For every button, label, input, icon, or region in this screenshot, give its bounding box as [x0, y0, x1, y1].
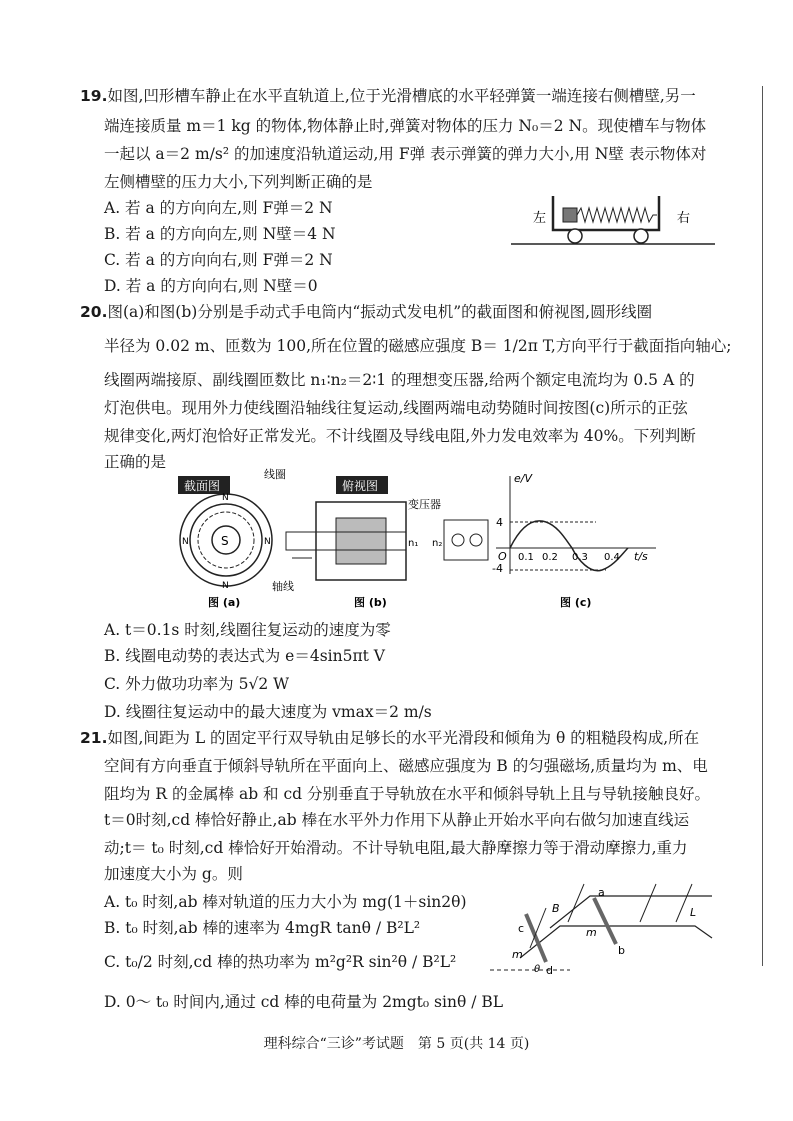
y-neg-label: -4: [492, 562, 503, 575]
q19-cart-figure: [505, 188, 720, 252]
tick-0-1: 0.1: [518, 552, 534, 563]
n-bottom: N: [222, 581, 229, 591]
q21-option-a: A. t₀ 时刻,ab 棒对轨道的压力大小为 mg(1＋sin2θ): [104, 893, 467, 911]
q21-line-1: 21.如图,间距为 L 的固定平行双导轨由足够长的水平光滑段和倾角为 θ 的粗糙段构成,所在: [80, 729, 700, 747]
label-m-cd: m: [512, 948, 523, 961]
label-c: c: [518, 922, 525, 935]
label-a: a: [598, 886, 605, 899]
n-left: N: [182, 537, 189, 547]
q19-option-b: B. 若 a 的方向向左,则 N壁＝4 N: [104, 225, 336, 243]
q21-line-4: t＝0时刻,cd 棒恰好静止,ab 棒在水平外力作用下从静止开始水平向右做匀加速直线运: [104, 811, 690, 829]
label-d: d: [546, 964, 553, 977]
q21-option-b: B. t₀ 时刻,ab 棒的速率为 4mgR tanθ / B²L²: [104, 919, 421, 937]
q21-line-5: 动;t＝ t₀ 时刻,cd 棒恰好开始滑动。不计导轨电阻,最大静摩擦力等于滑动摩擦力,重力: [104, 839, 688, 857]
emf-curve: [510, 521, 628, 571]
wheel-right: [634, 229, 648, 243]
q21-line-2: 空间有方向垂直于倾斜导轨所在平面向上、磁感应强度为 B 的匀强磁场,质量均为 m、电: [104, 757, 708, 775]
s-label: S: [221, 534, 229, 548]
origin-label: O: [498, 550, 507, 563]
label-L: L: [690, 906, 697, 919]
wheel-left: [568, 229, 582, 243]
label-theta: θ: [534, 964, 541, 975]
axis-label: 轴线: [272, 580, 294, 593]
q19-line-4: 左侧槽壁的压力大小,下列判断正确的是: [104, 173, 373, 191]
n-top: N: [222, 493, 229, 503]
q19-line-2: 端连接质量 m＝1 kg 的物体,物体静止时,弹簧对物体的压力 N₀＝2 N。现使槽车与物体: [104, 117, 707, 135]
page-footer: 理科综合“三诊”考试题 第 5 页(共 14 页): [263, 1036, 530, 1052]
n2-label: n₂: [432, 538, 443, 549]
rail-top: [550, 896, 712, 928]
caption-a: 图 (a): [208, 596, 241, 608]
block: [563, 208, 577, 222]
q21-rails-figure: [490, 878, 740, 988]
q21-line-6: 加速度大小为 g。则: [104, 865, 243, 883]
field-line-3: [640, 884, 656, 922]
q20-figures: [176, 468, 716, 608]
rod-ab: [594, 898, 616, 944]
label-m-ab: m: [586, 926, 597, 939]
q19-line-1: 19.如图,凹形槽车静止在水平直轨道上,位于光滑槽底的水平轻弹簧一端连接右侧槽壁,另一: [80, 87, 696, 105]
q20-option-a: A. t＝0.1s 时刻,线圈往复运动的速度为零: [104, 621, 391, 639]
margin-rule: [762, 86, 763, 966]
q20-line-6: 正确的是: [104, 453, 167, 471]
q19-number: 19.: [80, 87, 108, 105]
n-right: N: [264, 537, 271, 547]
caption-c: 图 (c): [560, 596, 592, 608]
section-label: 截面图: [184, 479, 221, 493]
q21-number: 21.: [80, 729, 108, 747]
label-b: b: [618, 944, 625, 957]
left-label: 左: [533, 211, 547, 226]
q20-number: 20.: [80, 303, 108, 321]
q19-option-c: C. 若 a 的方向向右,则 F弹＝2 N: [104, 251, 333, 269]
q19-option-d: D. 若 a 的方向向右,则 N壁＝0: [104, 277, 318, 295]
rod-cd: [526, 914, 546, 962]
y-pos-label: 4: [496, 516, 503, 529]
q20-line-5: 规律变化,两灯泡恰好正常发光。不计线圈及导线电阻,外力发电效率为 40%。下列判断: [104, 427, 696, 445]
q20-line-3: 线圈两端接原、副线圈匝数比 n₁∶n₂＝2∶1 的理想变压器,给两个额定电流均为 0.5 A 的: [104, 371, 695, 389]
spring: [577, 208, 657, 222]
q21-option-d: D. 0～ t₀ 时间内,通过 cd 棒的电荷量为 2mgt₀ sinθ / BL: [104, 993, 504, 1011]
q20-option-b: B. 线圈电动势的表达式为 e＝4sin5πt V: [104, 647, 385, 665]
top-label: 俯视图: [342, 479, 379, 493]
q21-option-c: C. t₀/2 时刻,cd 棒的热功率为 m²g²R sin²θ / B²L²: [104, 953, 457, 971]
label-B: B: [552, 902, 560, 915]
tick-0-4: 0.4: [604, 552, 620, 563]
e-axis-label: e/V: [514, 472, 532, 485]
lamp-2: [470, 534, 482, 546]
q21-line-3: 阻均为 R 的金属棒 ab 和 cd 分别垂直于导轨放在水平和倾斜导轨上且与导轨接触良好。: [104, 785, 711, 803]
tick-0-3: 0.3: [572, 552, 588, 563]
q19-option-a: A. 若 a 的方向向左,则 F弹＝2 N: [104, 199, 333, 217]
right-label: 右: [677, 211, 691, 226]
caption-b: 图 (b): [354, 596, 387, 608]
q20-option-d: D. 线圈往复运动中的最大速度为 vmax＝2 m/s: [104, 703, 432, 721]
q20-line-2: 半径为 0.02 m、匝数为 100,所在位置的磁感应强度 B＝ 1/2π T,方向平行于截面指向轴心;: [104, 337, 732, 355]
lamp-1: [452, 534, 464, 546]
n1-label: n₁: [408, 538, 419, 549]
q20-line-1: 20.图(a)和图(b)分别是手动式手电筒内“振动式发电机”的截面图和俯视图,圆形线圈: [80, 303, 653, 321]
q20-option-c: C. 外力做功功率为 5√2 W: [104, 675, 290, 693]
q19-line-3: 一起以 a＝2 m/s² 的加速度沿轨道运动,用 F弹 表示弹簧的弹力大小,用 N壁 表示物体对: [104, 145, 707, 163]
coil-block: [336, 518, 386, 564]
transformer-label: 变压器: [408, 498, 441, 511]
coil-label: 线圈: [264, 468, 286, 481]
q20-line-4: 灯泡供电。现用外力使线圈沿轴线往复运动,线圈两端电动势随时间按图(c)所示的正弦: [104, 399, 688, 417]
tick-0-2: 0.2: [542, 552, 558, 563]
t-axis-label: t/s: [634, 550, 648, 563]
